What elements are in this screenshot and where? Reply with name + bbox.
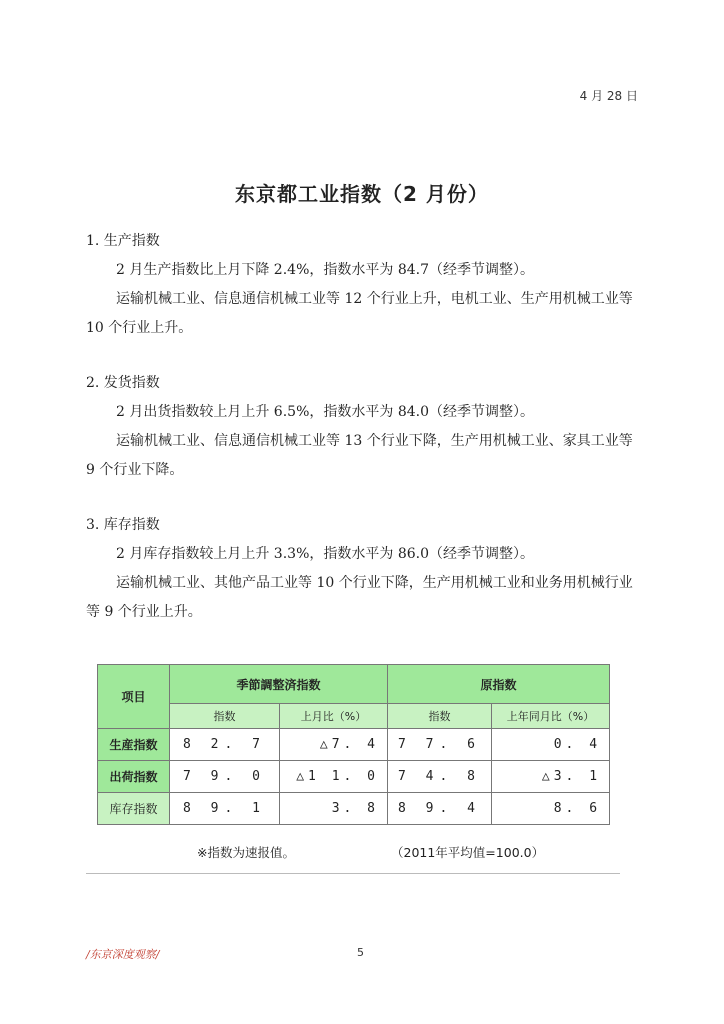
table-cell: 7 7. 6 [388,729,492,761]
table-subheader: 上月比（%） [280,704,388,729]
section-paragraph: 运输机械工业、信息通信机械工业等 12 个行业上升，电机工业、生产用机械工业等 10 个行业上升。 [86,291,633,336]
table-corner-header: 项目 [98,665,170,729]
table-subheader: 指数 [170,704,280,729]
row-label: 库存指数 [98,793,170,825]
row-label: 出荷指数 [98,761,170,793]
table-cell: 8 2. 7 [170,729,280,761]
page-date: 4 月 28 日 [579,89,638,103]
section-heading-shipment: 2. 发货指数 [86,375,160,391]
page-number: 5 [357,946,364,959]
section-paragraph: 2 月生产指数比上月下降 2.4%，指数水平为 84.7（经季节调整）。 [116,262,534,278]
row-label: 生産指数 [98,729,170,761]
table-cell: 0. 4 [492,729,610,761]
section-heading-inventory: 3. 库存指数 [86,517,160,533]
note-base-year: （2011年平均值=100.0） [391,845,545,860]
table-cell: 7 4. 8 [388,761,492,793]
table-row [98,793,610,825]
table-group-header: 原指数 [388,665,610,704]
table-cell: 3. 8 [280,793,388,825]
table-cell: △7. 4 [280,729,388,761]
table-row [98,729,610,761]
footer-publication-name: /东京深度观察/ [86,948,160,961]
table-cell: △1 1. 0 [280,761,388,793]
table-cell: △3. 1 [492,761,610,793]
section-paragraph: 2 月出货指数较上月上升 6.5%，指数水平为 84.0（经季节调整）。 [116,404,534,420]
divider [86,873,620,874]
document-title: 东京都工业指数（2 月份） [235,182,489,206]
table-cell: 7 9. 0 [170,761,280,793]
table-cell: 8 9. 4 [388,793,492,825]
note-preliminary: ※指数为速报值。 [197,845,295,860]
section-paragraph: 运输机械工业、其他产品工业等 10 个行业下降，生产用机械工业和业务用机械行业等 9 个行业上升。 [86,575,633,620]
section-paragraph: 2 月库存指数较上月上升 3.3%，指数水平为 86.0（经季节调整）。 [116,546,534,562]
index-table [97,664,609,825]
table-row [98,761,610,793]
table-subheader: 上年同月比（%） [492,704,610,729]
section-heading-production: 1. 生产指数 [86,233,160,249]
table-cell: 8. 6 [492,793,610,825]
table-cell: 8 9. 1 [170,793,280,825]
section-paragraph: 运输机械工业、信息通信机械工业等 13 个行业下降，生产用机械工业、家具工业等 9 个行业下降。 [86,433,633,478]
table-subheader: 指数 [388,704,492,729]
table-group-header: 季節調整済指数 [170,665,388,704]
